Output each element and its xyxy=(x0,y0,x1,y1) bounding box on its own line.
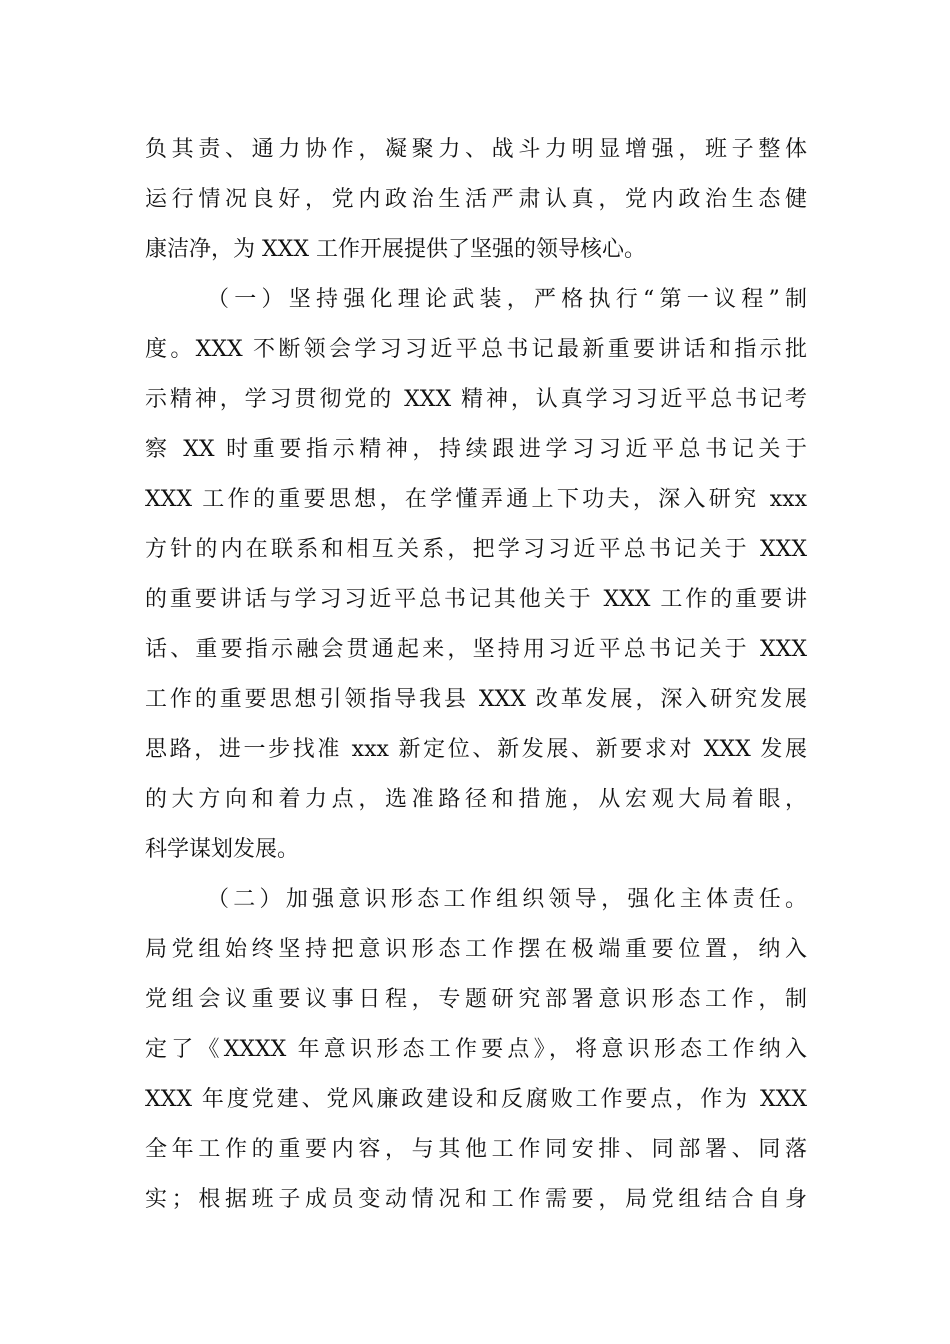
text-line: XXX 工作的重要思想，在学懂弄通上下功夫，深入研究 xxx xyxy=(145,487,807,512)
text-line: 康洁净，为 XXX 工作开展提供了坚强的领导核心。 xyxy=(145,237,646,262)
text-line: 科学谋划发展。 xyxy=(145,837,300,862)
text-line: 察 XX 时重要指示精神，持续跟进学习习近平总书记关于 xyxy=(145,437,807,462)
text-line: 方针的内在联系和相互关系，把学习习近平总书记关于 XXX xyxy=(145,537,807,562)
paragraph-section-1 xyxy=(145,275,807,875)
text-line: XXX 年度党建、党风廉政建设和反腐败工作要点，作为 XXX xyxy=(145,1087,807,1112)
text-line: 全年工作的重要内容，与其他工作同安排、同部署、同落 xyxy=(145,1137,807,1162)
document-body xyxy=(145,125,807,1225)
text-line: 思路，进一步找准 xxx 新定位、新发展、新要求对 XXX 发展 xyxy=(145,737,807,762)
text-line: 的大方向和着力点，选准路径和措施，从宏观大局着眼， xyxy=(145,787,807,812)
text-line: 的重要讲话与学习习近平总书记其他关于 XXX 工作的重要讲 xyxy=(145,587,807,612)
section-heading-line: （一）坚持强化理论武装，严格执行“第一议程”制 xyxy=(207,287,807,312)
text-line: 负其责、通力协作，凝聚力、战斗力明显增强，班子整体 xyxy=(145,137,807,162)
text-line: 运行情况良好，党内政治生活严肃认真，党内政治生态健 xyxy=(145,187,807,212)
text-line: 定了《XXXX 年意识形态工作要点》，将意识形态工作纳入 xyxy=(145,1037,807,1062)
text-line: 话、重要指示融会贯通起来，坚持用习近平总书记关于 XXX xyxy=(145,637,807,662)
section-heading-line: （二）加强意识形态工作组织领导，强化主体责任。 xyxy=(207,887,807,912)
paragraph-section-2 xyxy=(145,875,807,1225)
text-line: 党组会议重要议事日程，专题研究部署意识形态工作，制 xyxy=(145,987,807,1012)
text-line: 实；根据班子成员变动情况和工作需要，局党组结合自身 xyxy=(145,1187,807,1212)
text-line: 工作的重要思想引领指导我县 XXX 改革发展，深入研究发展 xyxy=(145,687,807,712)
text-line: 度。XXX 不断领会学习习近平总书记最新重要讲话和指示批 xyxy=(145,337,807,362)
paragraph-intro-continuation xyxy=(145,125,807,275)
text-line: 局党组始终坚持把意识形态工作摆在极端重要位置，纳入 xyxy=(145,937,807,962)
text-line: 示精神，学习贯彻党的 XXX 精神，认真学习习近平总书记考 xyxy=(145,387,807,412)
